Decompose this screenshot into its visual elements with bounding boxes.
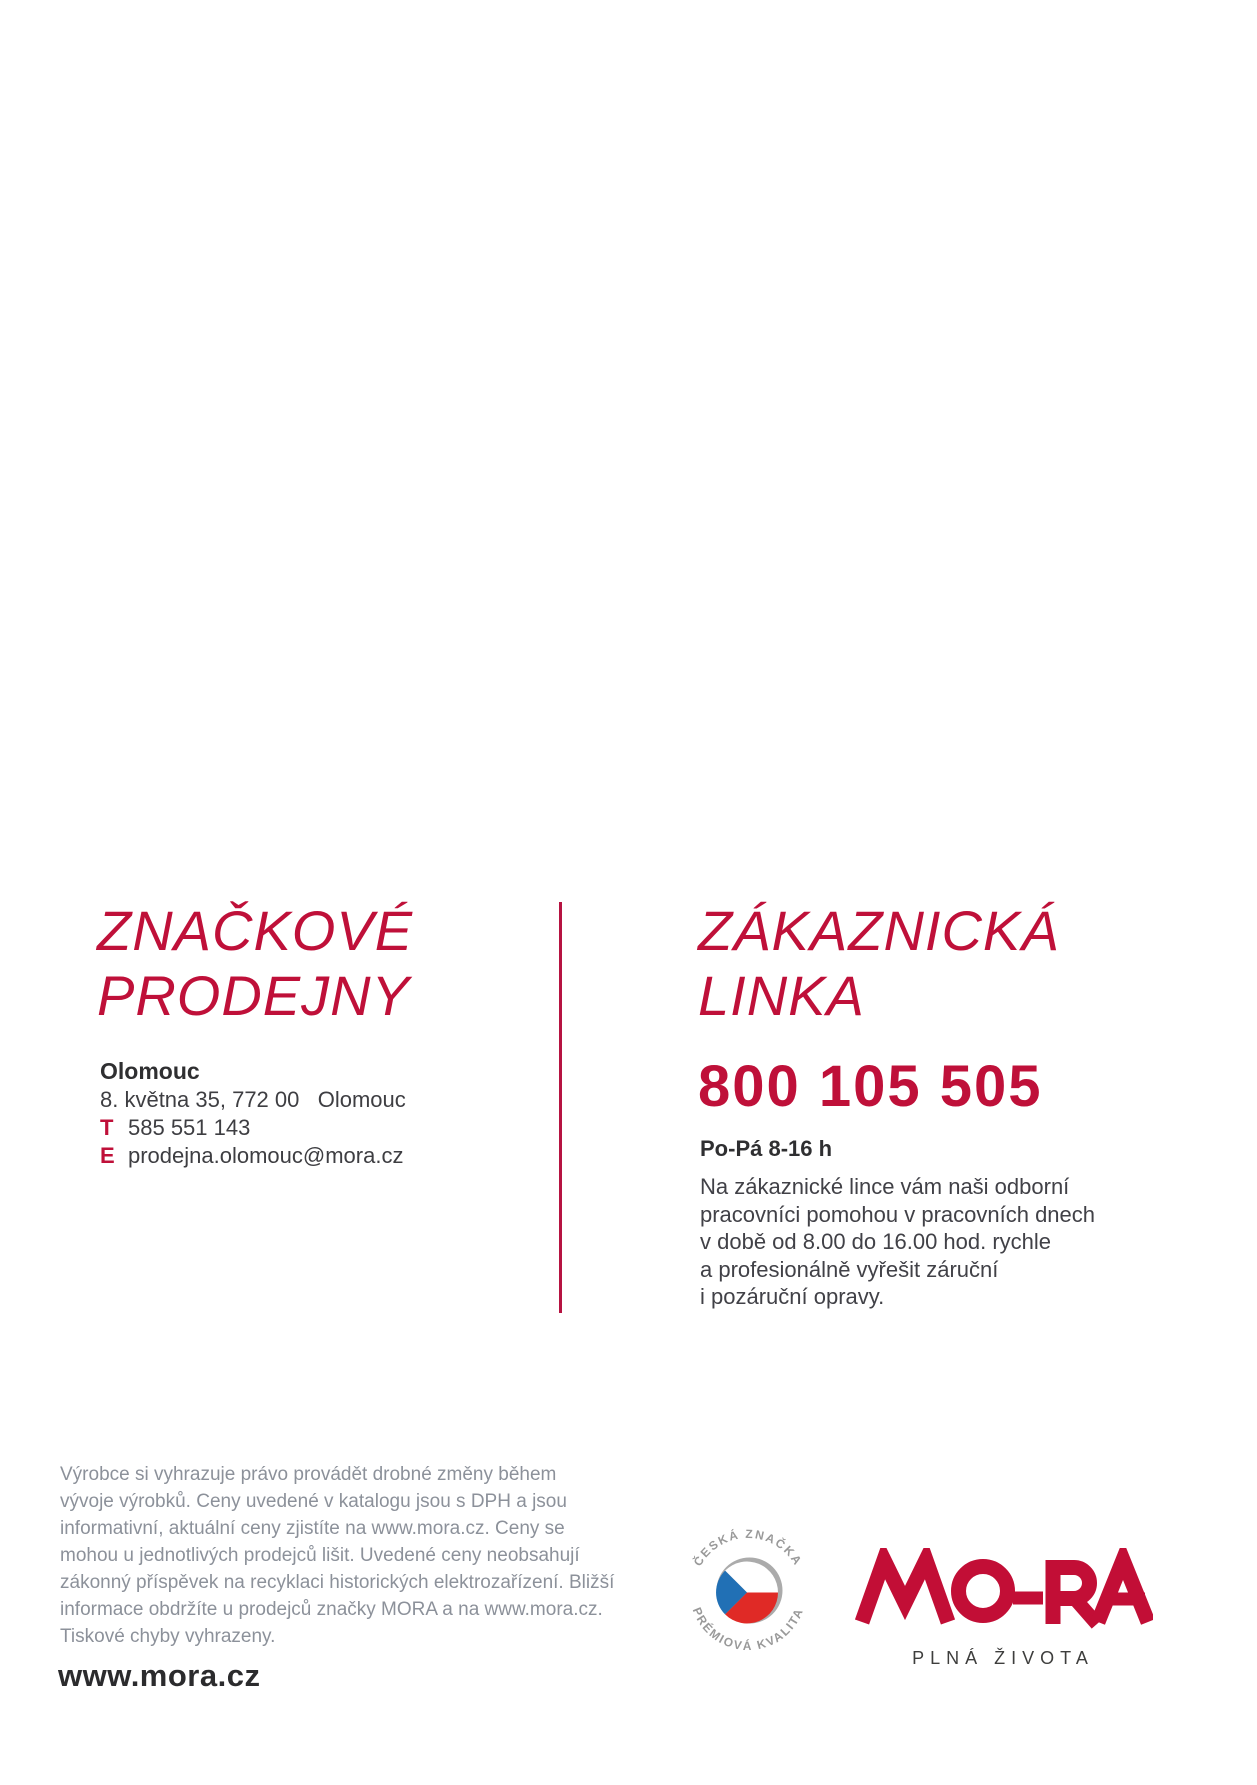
disclaimer-line: informace obdržíte u prodejců značky MORA a na www.mora.cz. (60, 1599, 603, 1620)
column-divider (559, 902, 562, 1313)
disclaimer-line: vývoje výrobků. Ceny uvedené v katalogu jsou s DPH a jsou (60, 1491, 567, 1512)
email-label: E (100, 1143, 115, 1168)
store-address: 8. května 35, 772 00 Olomouc (100, 1087, 406, 1112)
badge-top-text: ČESKÁ ZNAČKA (690, 1526, 806, 1569)
store-card (100, 1056, 406, 1170)
branded-stores-title-line2: PRODEJNY (97, 964, 410, 1027)
customer-line-title (698, 898, 1060, 1028)
disclaimer-line: mohou u jednotlivých prodejců lišit. Uvedené ceny neobsahují (60, 1545, 580, 1566)
description-line: a profesionálně vyřešit záruční (700, 1256, 999, 1282)
description-line: pracovníci pomohou v pracovních dnech (700, 1201, 1096, 1227)
customer-line-title-line2: LINKA (698, 964, 865, 1027)
description-line: i pozáruční opravy. (700, 1284, 885, 1309)
description-line: Na zákaznické lince vám naši odborní (700, 1174, 1070, 1199)
website-url: www.mora.cz (58, 1658, 261, 1693)
logo-tagline: PLNÁ ŽIVOTA (912, 1648, 1094, 1668)
description-line: v době od 8.00 do 16.00 hod. rychle (700, 1229, 1052, 1254)
disclaimer-line: Výrobce si vyhrazuje právo provádět drobné změny během (60, 1464, 557, 1485)
branded-stores-title-line1: ZNAČKOVÉ (97, 899, 414, 962)
disclaimer-line: informativní, aktuální ceny zjistíte na www.mora.cz. Ceny se (60, 1518, 565, 1539)
store-city: Olomouc (100, 1058, 200, 1084)
phone-label: T (100, 1115, 114, 1140)
store-phone: 585 551 143 (128, 1115, 251, 1140)
czech-flag-icon (716, 1562, 778, 1624)
logo-letter-r-leg (1076, 1600, 1097, 1624)
legal-disclaimer (60, 1461, 614, 1650)
mora-logo (853, 1548, 1153, 1632)
badge-bottom-text: PRÉMIOVÁ KVALITA (689, 1605, 807, 1654)
customer-line-description (700, 1173, 1095, 1311)
customer-line-number: 800 105 505 (698, 1054, 1043, 1119)
store-email-row (100, 1142, 406, 1170)
customer-line-title-line1: ZÁKAZNICKÁ (698, 899, 1060, 962)
logo-letter-o (959, 1567, 1008, 1616)
disclaimer-line: zákonný příspěvek na recyklaci historických elektrozařízení. Bližší (60, 1572, 615, 1593)
customer-line-hours: Po-Pá 8-16 h (700, 1136, 833, 1161)
czech-quality-badge-icon (666, 1510, 830, 1674)
logo-letter-a (1098, 1560, 1148, 1622)
store-phone-row (100, 1114, 406, 1142)
store-email: prodejna.olomouc@mora.cz (128, 1143, 404, 1168)
disclaimer-line: Tiskové chyby vyhrazeny. (60, 1626, 276, 1647)
logo-letter-m (862, 1560, 948, 1622)
branded-stores-title (97, 898, 413, 1028)
